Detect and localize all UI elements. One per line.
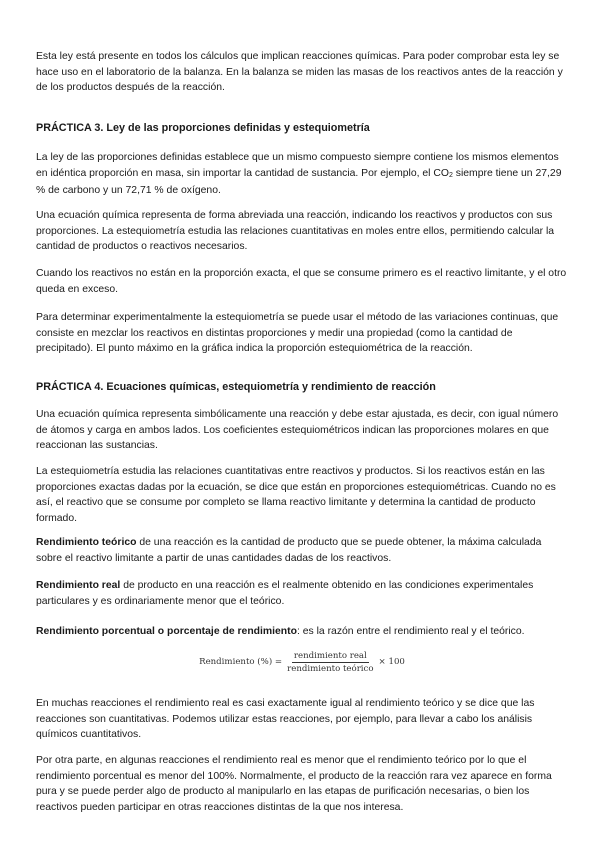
practica-4-paragraph-2: La estequiometría estudia las relaciones cuantitativas entre reactivos y productos. Si los reactivos están en las proporciones exactas dadas por la ecuación, se dice que están en proporciones estequiométricas. Cuando no es así, el reactivo que se consume por completo se llama reactivo limitante y determina la cantidad de producto formado. [36, 466, 556, 524]
practica-3-paragraph-2: Una ecuación química representa de forma abreviada una reacción, indicando los reactivos y productos con sus proporciones. La estequiometría estudia las relaciones cuantitativas en moles entre ellos, permitiendo calcular la cantidad de productos o reactivos necesarios. [36, 210, 555, 253]
formula-numerator: rendimiento real [293, 650, 367, 661]
rendimiento-real-paragraph [36, 578, 568, 609]
practica-4-paragraph-4-block [36, 753, 568, 815]
formula-lhs: Rendimiento (%) = [199, 657, 283, 667]
practica-3-paragraph-3: Cuando los reactivos no están en la proporción exacta, el que se consume primero es el reactivo limitante, y el otro queda en exceso. [36, 268, 567, 295]
p3-p1-text-before: La ley de las proporciones definidas establece que un mismo compuesto siempre contiene los mismos elementos en idéntica proporción en masa, sin importar la cantidad de sustancia. Por ejemplo, el CO [36, 152, 559, 179]
practica-4-paragraph-4: Por otra parte, en algunas reacciones el rendimiento real es menor que el rendimiento teórico por lo que el rendimiento porcentual es menor del 100%. Normalmente, el producto de la reacción rara vez aparece en forma pura y se puede perder algo de producto al manipularlo en las etapas de purificación necesarias, o bien los reactivos pueden participar en otras reacciones distintas de la que nos interesa. [36, 755, 552, 813]
practica-3-paragraph-4-block [36, 310, 568, 357]
practica-3-paragraph-1 [36, 150, 568, 199]
rendimiento-teorico-paragraph [36, 535, 568, 566]
practica-3-heading-block [36, 121, 568, 136]
p3-p1-text-after: siempre tiene un 27,29 % de carbono y un 72,71 % de oxígeno. [36, 167, 562, 197]
formula-fraction [285, 651, 375, 674]
rendimiento-teorico-block [36, 535, 568, 566]
rendimiento-porcentual-text: : es la razón entre el rendimiento real y el teórico. [296, 626, 525, 637]
practica-3-heading: PRÁCTICA 3. Ley de las proporciones definidas y estequiometría [36, 122, 370, 134]
practica-4-paragraph-1: Una ecuación química representa simbólicamente una reacción y debe estar ajustada, es decir, con igual número de átomos y carga en ambos lados. Los coeficientes estequiométricos indican las proporciones molares en que reaccionan las sustancias. [36, 409, 559, 452]
rendimiento-formula [36, 647, 568, 677]
rendimiento-teorico-text: de una reacción es la cantidad de producto que se puede obtener, la máxima calculada sobre el reactivo limitante a partir de unas cantidades dadas de los reactivos. [36, 537, 542, 564]
formula-denominator: rendimiento teórico [287, 663, 374, 674]
rendimiento-real-block [36, 578, 568, 609]
rendimiento-porcentual-paragraph [36, 624, 568, 640]
practica-3-paragraph-2-block [36, 208, 568, 255]
intro-section [36, 49, 568, 96]
rendimiento-porcentual-term: Rendimiento porcentual o porcentaje de rendimiento [36, 626, 297, 637]
practica-4-paragraph-1-block [36, 407, 568, 454]
intro-paragraph: Esta ley está presente en todos los cálculos que implican reacciones químicas. Para poder comprobar esta ley se hace uso en el laboratorio de la balanza. En la balanza se miden las masas de los reactivos antes de la reacción y de los productos después de la reacción. [36, 51, 563, 94]
practica-3-paragraph-4: Para determinar experimentalmente la estequiometría se puede usar el método de las variaciones continuas, que consiste en mezclar los reactivos en distintas proporciones y medir una propiedad (como la cantidad de precipitado). El punto máximo en la gráfica indica la proporción estequiométrica de la reacción. [36, 312, 559, 355]
formula-rhs: × 100 [378, 657, 405, 667]
practica-4-paragraph-3: En muchas reacciones el rendimiento real es casi exactamente igual al rendimiento teórico y se dice que las reacciones son cuantitativas. Podemos utilizar estas reacciones, por ejemplo, para llevar a cabo los análisis químicos cuantitativos. [36, 698, 535, 741]
practica-4-paragraph-3-block [36, 696, 568, 743]
practica-4-heading-block [36, 380, 568, 395]
practica-3-paragraph-3-block [36, 266, 568, 297]
rendimiento-porcentual-block [36, 624, 568, 640]
rendimiento-real-text: de producto en una reacción es el realmente obtenido en las condiciones experimentales particulares y es ordinariamente menor que el teórico. [36, 580, 534, 607]
co2-subscript: 2 [448, 171, 453, 179]
rendimiento-teorico-term: Rendimiento teórico [36, 537, 137, 548]
practica-3-paragraph-1-block [36, 150, 568, 199]
practica-4-heading: PRÁCTICA 4. Ecuaciones químicas, estequiometría y rendimiento de reacción [36, 381, 436, 393]
practica-4-paragraph-2-block [36, 464, 568, 526]
rendimiento-real-term: Rendimiento real [36, 580, 121, 591]
